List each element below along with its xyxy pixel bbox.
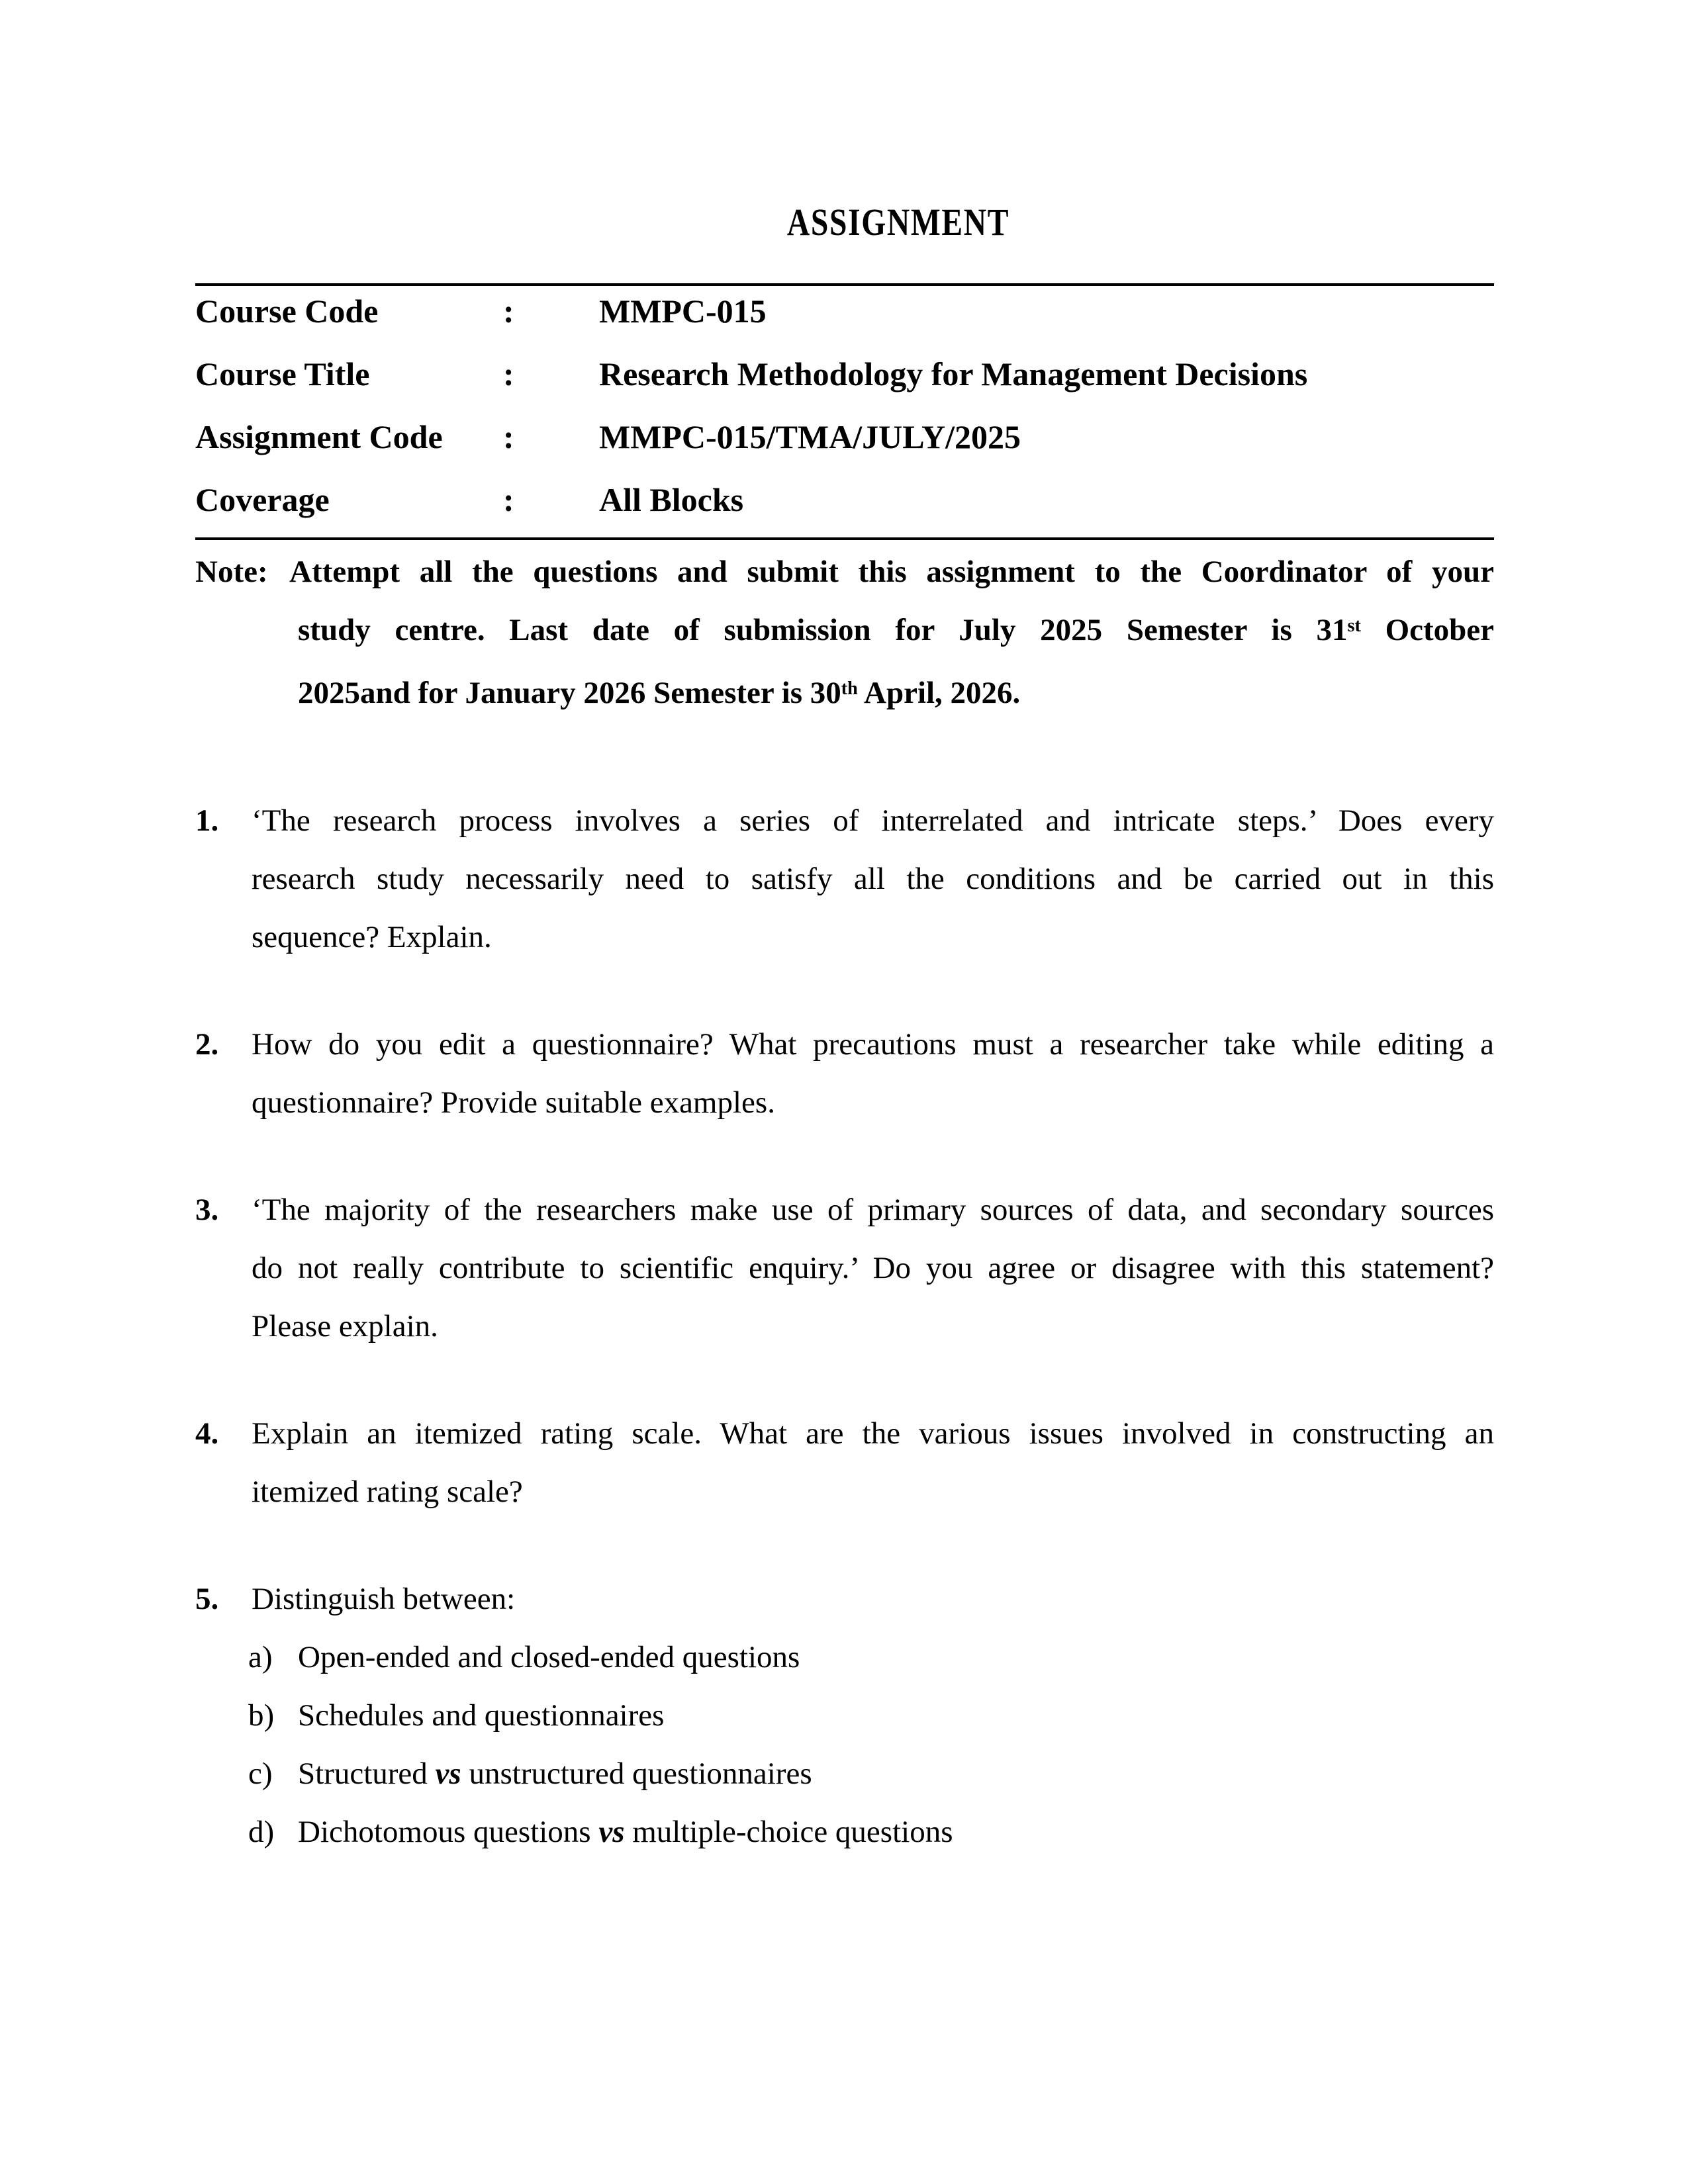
subitem-text: Dichotomous questions (298, 1815, 599, 1849)
row-separator: : (503, 418, 514, 455)
question-line (195, 1015, 1494, 1073)
question-line: questionnaire? Provide suitable examples. (252, 1085, 775, 1120)
question-text: How do you edit a questionnaire? What precautions must a researcher take while editing a (252, 1027, 1494, 1062)
question-number: 4. (195, 1416, 219, 1451)
row-value: MMPC-015/TMA/JULY/2025 (599, 418, 1021, 455)
question-line: sequence? Explain. (252, 920, 492, 954)
subitem-text: Structured (298, 1756, 436, 1791)
note-line (298, 601, 1494, 664)
row-label: Coverage (195, 481, 330, 518)
note-text: Attempt all the questions and submit this assignment to the Coordinator of your (289, 555, 1494, 589)
question-line (195, 1181, 1494, 1239)
subitem-d (248, 1803, 1494, 1861)
note-text: 2025and for January 2026 Semester is 30 (298, 676, 841, 710)
subitem-text: multiple-choice questions (624, 1815, 953, 1849)
question-number: 2. (195, 1027, 219, 1062)
note-line (298, 664, 1494, 727)
subitem-text: Schedules and questionnaires (298, 1698, 665, 1733)
table-row-assignment-code (195, 412, 1494, 475)
question-text: Distinguish between: (252, 1582, 516, 1616)
subitem-c (248, 1745, 1494, 1803)
ordinal-superscript: th (841, 678, 858, 700)
subitem-marker: d) (248, 1815, 275, 1849)
question-line: Please explain. (252, 1309, 438, 1343)
vs-text: vs (598, 1815, 625, 1849)
subitem-text: unstructured questionnaires (461, 1756, 812, 1791)
subitem-marker: c) (248, 1756, 273, 1791)
question-3 (195, 1181, 1494, 1355)
row-value: MMPC-015 (599, 293, 767, 330)
question-number: 1. (195, 803, 219, 838)
question-number: 3. (195, 1193, 219, 1227)
subitem-marker: b) (248, 1698, 275, 1733)
note-paragraph (195, 543, 1494, 727)
question-5 (195, 1570, 1494, 1861)
table-row-coverage (195, 475, 1494, 537)
subitem-marker: a) (248, 1640, 273, 1674)
course-info-table (195, 283, 1494, 540)
note-label: Note: (195, 555, 268, 589)
question-text: ‘The research process involves a series of interrelated and intricate steps.’ Does every (252, 803, 1494, 838)
note-text: April, 2026. (857, 676, 1021, 710)
question-text: Explain an itemized rating scale. What are the various issues involved in constructing an (252, 1416, 1494, 1451)
question-line (195, 792, 1494, 850)
table-row-course-code (195, 286, 1494, 349)
question-2 (195, 1015, 1494, 1132)
row-value: All Blocks (599, 481, 744, 518)
row-separator: : (503, 355, 514, 392)
question-number: 5. (195, 1582, 219, 1616)
subitem-b (248, 1686, 1494, 1745)
row-label: Assignment Code (195, 418, 443, 455)
vs-text: vs (435, 1756, 461, 1791)
note-text: October (1360, 613, 1494, 647)
question-1 (195, 792, 1494, 966)
page-title-text: ASSIGNMENT (786, 201, 1010, 244)
row-label: Course Title (195, 355, 370, 392)
note-line (195, 543, 1494, 601)
table-row-course-title (195, 349, 1494, 412)
row-separator: : (503, 481, 514, 518)
note-text: study centre. Last date of submission for July 2025 Semester is 31 (298, 613, 1348, 647)
ordinal-superscript: st (1347, 615, 1361, 637)
subitem-text: Open-ended and closed-ended questions (298, 1640, 800, 1674)
question-line: itemized rating scale? (252, 1475, 523, 1509)
question-line (195, 1570, 1494, 1628)
row-separator: : (503, 293, 514, 330)
question-line: research study necessarily need to satisfy all the conditions and be carried out in this (252, 862, 1494, 896)
subitem-a (248, 1628, 1494, 1686)
row-label: Course Code (195, 293, 379, 330)
question-line (195, 1404, 1494, 1463)
page-title (249, 0, 1548, 243)
row-value: Research Methodology for Management Decisions (599, 355, 1308, 392)
question-text: ‘The majority of the researchers make use of primary sources of data, and secondary sources (252, 1193, 1494, 1227)
question-4 (195, 1404, 1494, 1521)
question-line: do not really contribute to scientific enquiry.’ Do you agree or disagree with this statement? (252, 1251, 1494, 1285)
